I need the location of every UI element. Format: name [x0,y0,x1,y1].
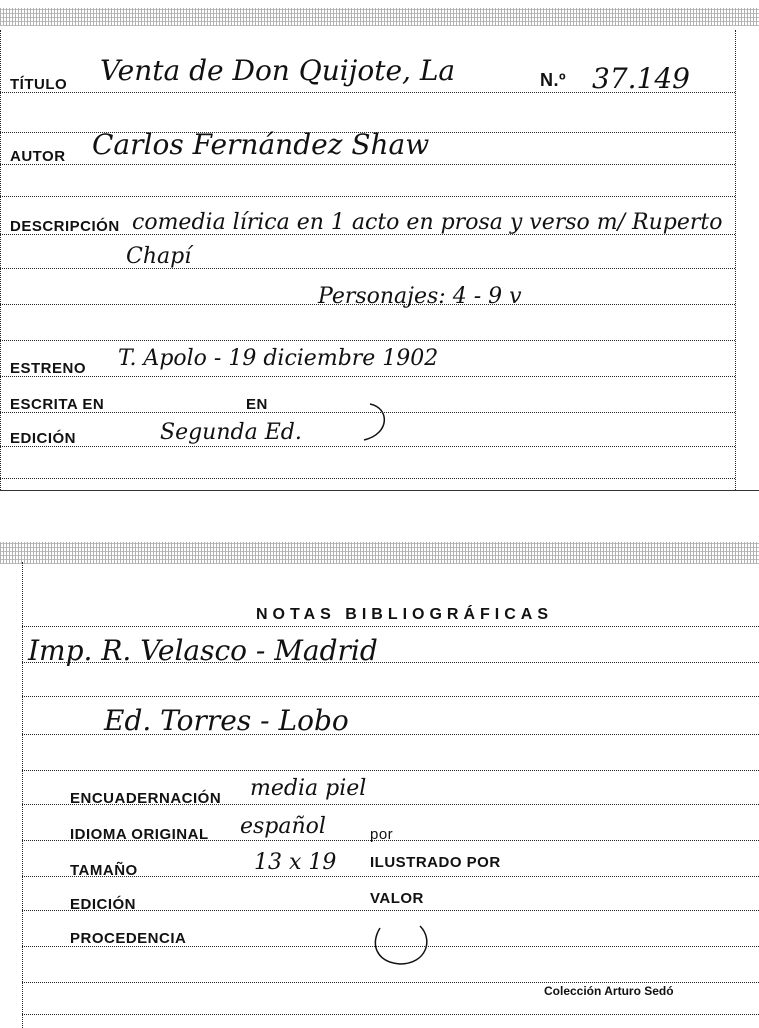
idioma-label: IDIOMA ORIGINAL [70,826,209,843]
por-label: por [370,826,394,843]
encuadernacion-value: media piel [250,776,367,801]
rule-line [0,196,735,197]
titulo-label: TÍTULO [10,76,68,93]
idioma-value: español [240,814,326,839]
notas-heading: NOTAS BIBLIOGRÁFICAS [256,606,554,623]
estreno-label: ESTRENO [10,360,87,377]
collection-footer: Colección Arturo Sedó [544,984,674,998]
card-left-edge [22,562,23,1028]
autor-value: Carlos Fernández Shaw [92,128,430,161]
rule-line [0,376,735,377]
rule-line [0,164,735,165]
procedencia-label: PROCEDENCIA [70,930,187,947]
rule-line [0,268,735,269]
edicion-label: EDICIÓN [70,896,137,913]
rule-line [22,626,759,627]
en-label: EN [246,396,268,413]
rule-line [22,696,759,697]
autor-label: AUTOR [10,148,66,165]
tamano-value: 13 x 19 [254,850,337,875]
ilustrado-label: ILUSTRADO POR [370,854,501,871]
valor-label: VALOR [370,890,424,907]
estreno-value: T. Apolo - 19 diciembre 1902 [118,346,439,371]
encuadernacion-label: ENCUADERNACIÓN [70,790,222,807]
rule-line [22,1014,759,1015]
edicion-value: Segunda Ed. [160,420,302,445]
edicion-label: EDICIÓN [10,430,77,447]
card-bottom-edge [0,490,759,491]
descripcion-line2: Chapí [126,244,192,269]
descripcion-line3: Personajes: 4 - 9 v [318,284,522,309]
catalog-card-front [0,0,759,492]
note-line1: Imp. R. Velasco - Madrid [28,634,378,667]
tamano-label: TAMAÑO [70,862,138,879]
titulo-value: Venta de Don Quijote, La [100,54,456,87]
numero-label: N.º [540,70,567,90]
descripcion-line1: comedia lírica en 1 acto en prosa y verso m/ Ruperto [132,210,723,235]
note-line2: Ed. Torres - Lobo [104,704,349,737]
pencil-mark-icon [360,398,396,446]
rule-line [22,982,759,983]
scan-noise-band [0,8,759,26]
descripcion-label: DESCRIPCIÓN [10,218,120,235]
scan-noise-band [0,542,759,564]
escrita-en-label: ESCRITA EN [10,396,105,413]
pencil-mark-icon [370,920,436,970]
numero-value: 37.149 [592,62,690,95]
card-left-edge [0,30,1,490]
catalog-card-back [0,538,759,1028]
rule-line [22,770,759,771]
card-right-edge [735,30,736,490]
rule-line [0,340,735,341]
rule-line [0,478,735,479]
rule-line [0,446,735,447]
